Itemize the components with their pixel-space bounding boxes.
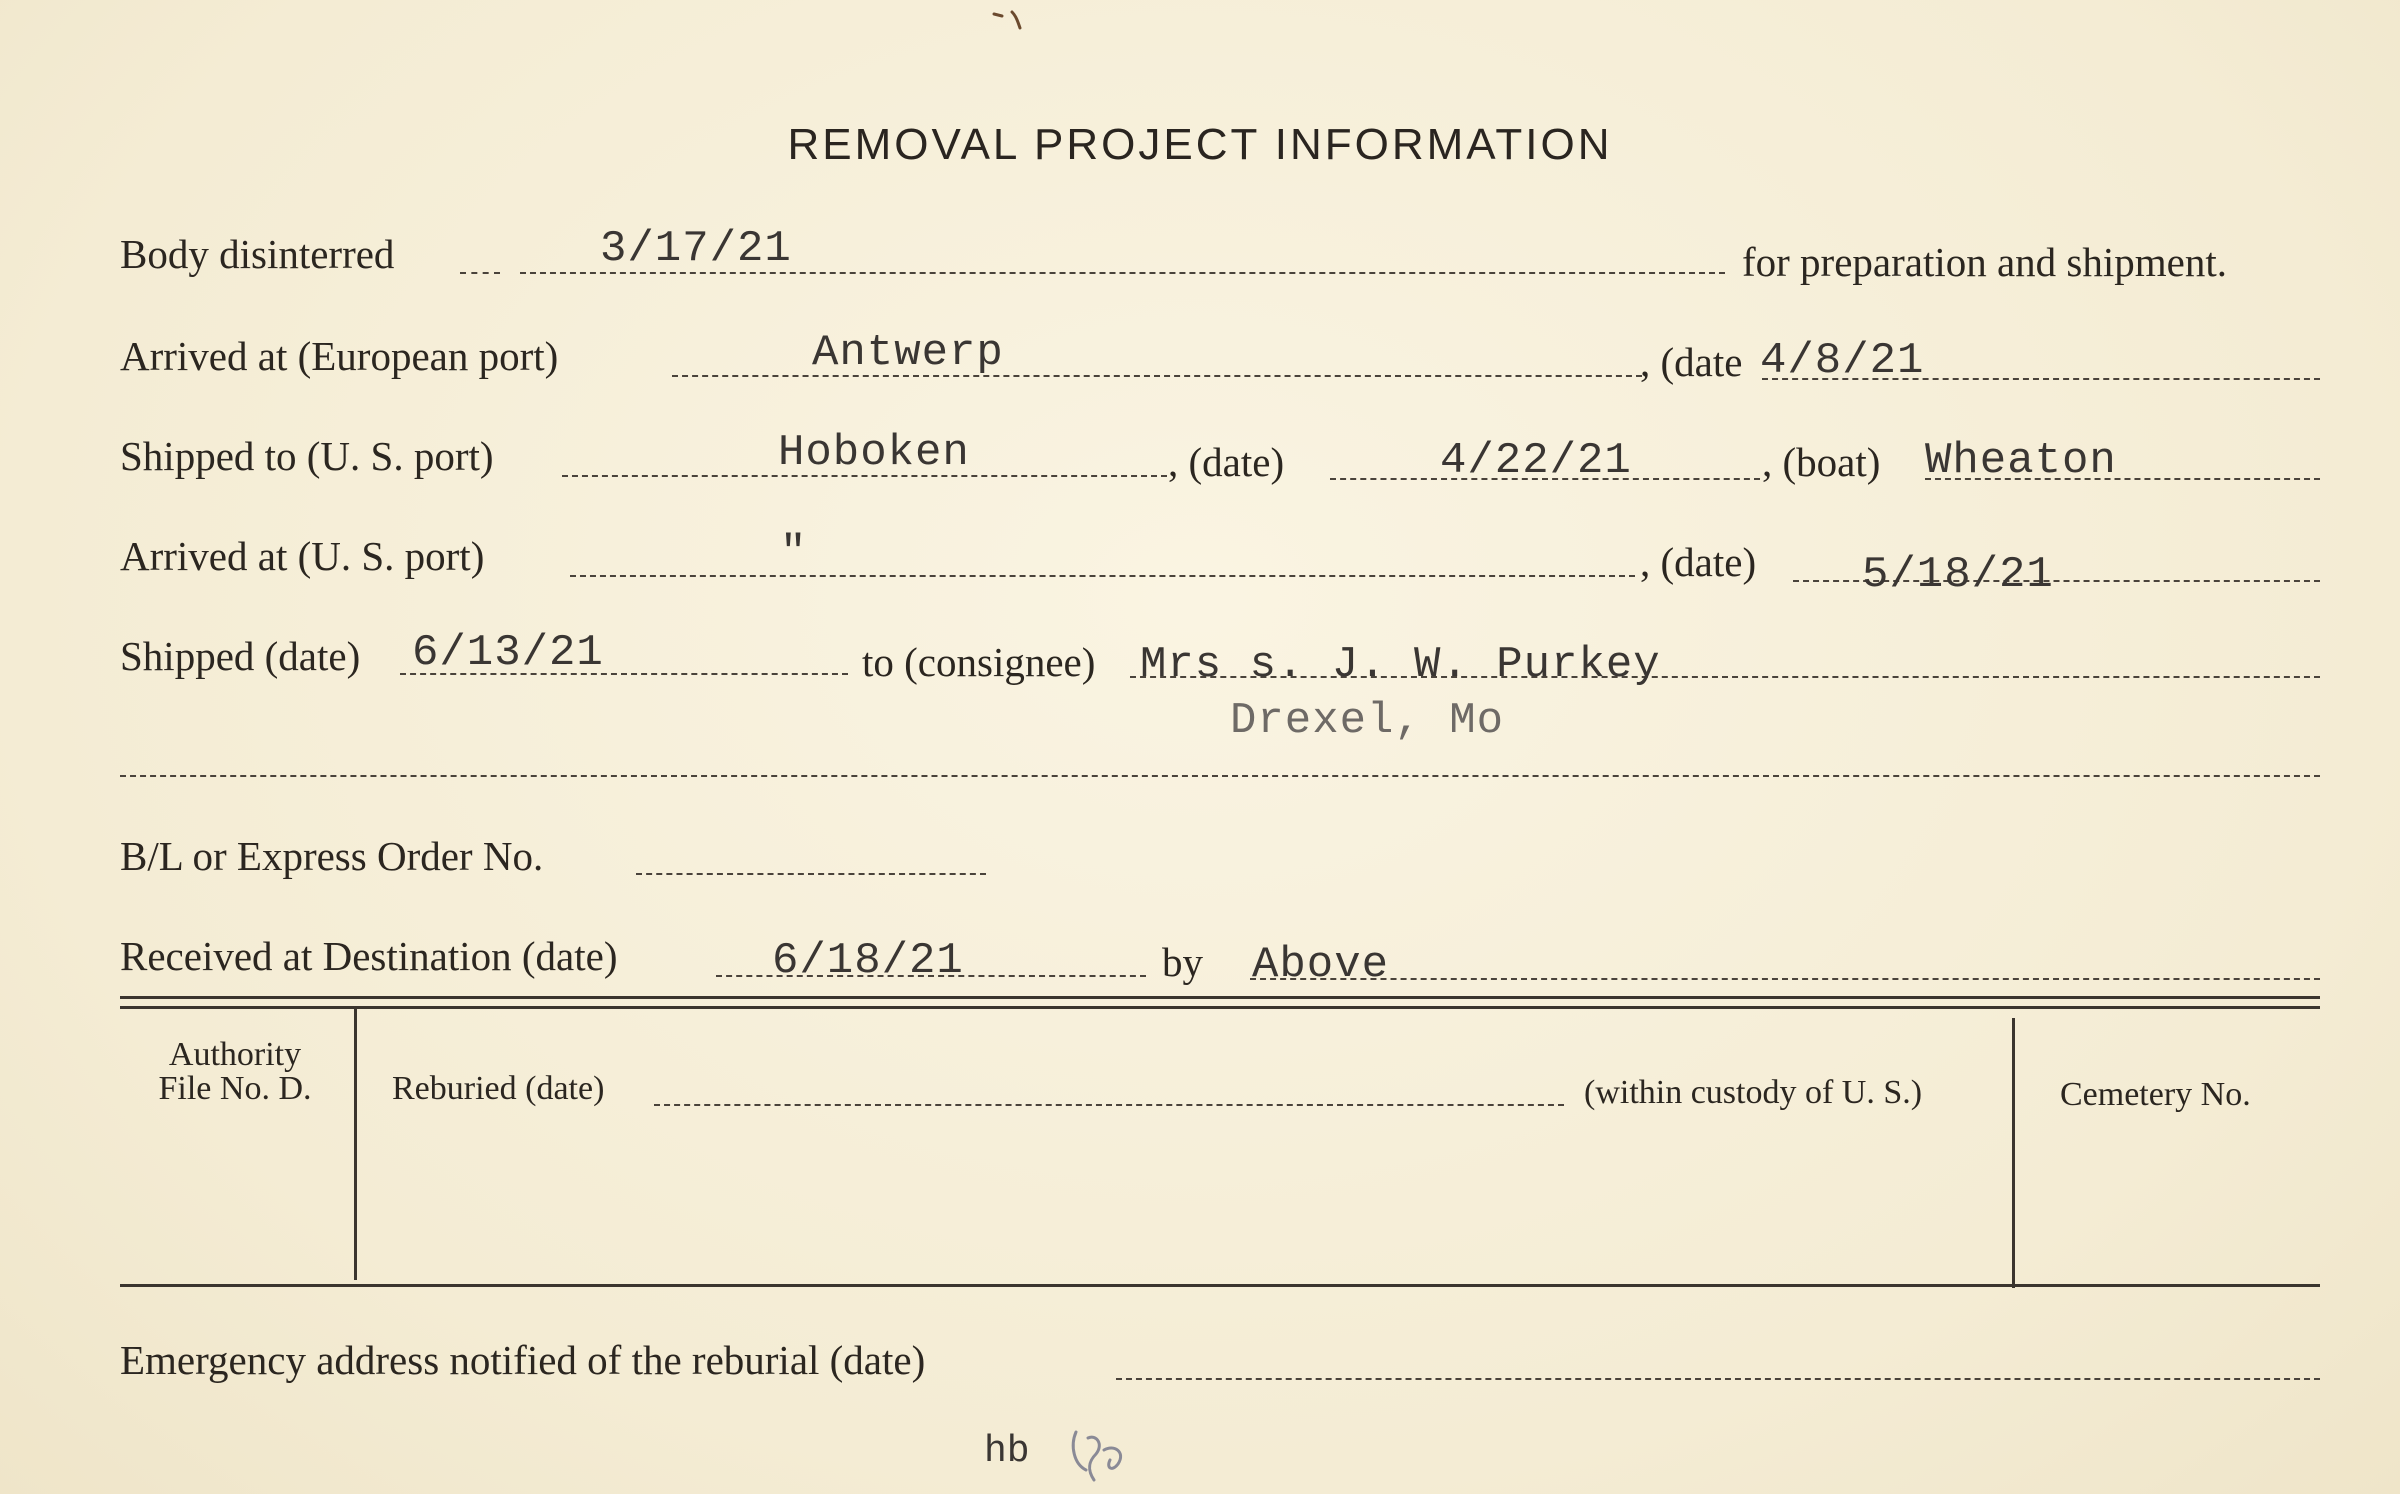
arrived-us-label: Arrived at (U. S. port) (120, 533, 485, 579)
consignee-line1: Mrs s. J. W. Purkey (1140, 640, 1661, 690)
shipped-us-date: 4/22/21 (1440, 436, 1632, 486)
received-by-leader (1250, 978, 2320, 980)
shipped-date: 6/13/21 (412, 628, 604, 678)
disinterred-leader-a (460, 272, 500, 274)
disinterred-suffix: for preparation and shipment. (1742, 239, 2228, 285)
euro-date-value: 4/8/21 (1760, 336, 1925, 386)
authority-line2: File No. D. (158, 1070, 312, 1107)
boat-label: , (boat) (1762, 439, 1881, 485)
emergency-label: Emergency address notified of the reburial (date) (120, 1337, 926, 1383)
table-bottom-rule (120, 1284, 2320, 1287)
received-label: Received at Destination (date) (120, 933, 618, 979)
bl-label: B/L or Express Order No. (120, 833, 544, 879)
shipped-us-date-label: , (date) (1168, 439, 1285, 485)
euro-port-label: Arrived at (European port) (120, 333, 559, 379)
arrived-us-date: 5/18/21 (1862, 550, 2054, 600)
consignee-label: to (consignee) (862, 639, 1096, 685)
emergency-leader (1116, 1378, 2320, 1380)
initials: hb (984, 1430, 1030, 1473)
table-top-rule-1 (120, 996, 2320, 999)
handwritten-scribble (1066, 1424, 1140, 1488)
received-by-label: by (1162, 939, 1203, 985)
table-top-rule-2 (120, 1006, 2320, 1009)
arrived-us-date-label: , (date) (1640, 539, 1757, 585)
boat-value: Wheaton (1925, 436, 2117, 486)
consignee-line2: Drexel, Mo (1230, 696, 1505, 746)
authority-line1: Authority (168, 1036, 302, 1073)
table-divider-left (354, 1008, 357, 1280)
custody-label: (within custody of U. S.) (1584, 1074, 1923, 1111)
arrived-us-leader (570, 575, 1635, 577)
reburied-leader (654, 1104, 1564, 1106)
shipped-us-label: Shipped to (U. S. port) (120, 433, 494, 479)
euro-port-value: Antwerp (812, 328, 1004, 378)
consignee-extra-line (120, 775, 2320, 777)
shipped-us-port: Hoboken (778, 428, 970, 478)
disinterred-label: Body disinterred (120, 231, 395, 277)
bl-leader (636, 873, 986, 875)
disinterred-date: 3/17/21 (600, 224, 792, 274)
euro-date-label: , (date (1640, 339, 1743, 385)
arrived-us-port: " (780, 528, 808, 578)
received-by-value: Above (1252, 940, 1390, 990)
table-divider-right (2012, 1018, 2015, 1288)
received-date: 6/18/21 (772, 936, 964, 986)
cemetery-label: Cemetery No. (2060, 1076, 2251, 1113)
card-title-text: REMOVAL PROJECT INFORMATION (787, 120, 1613, 169)
reburied-label: Reburied (date) (392, 1070, 605, 1107)
shipped-label: Shipped (date) (120, 633, 361, 679)
ink-mark (990, 8, 1030, 32)
card-title (0, 120, 2400, 170)
